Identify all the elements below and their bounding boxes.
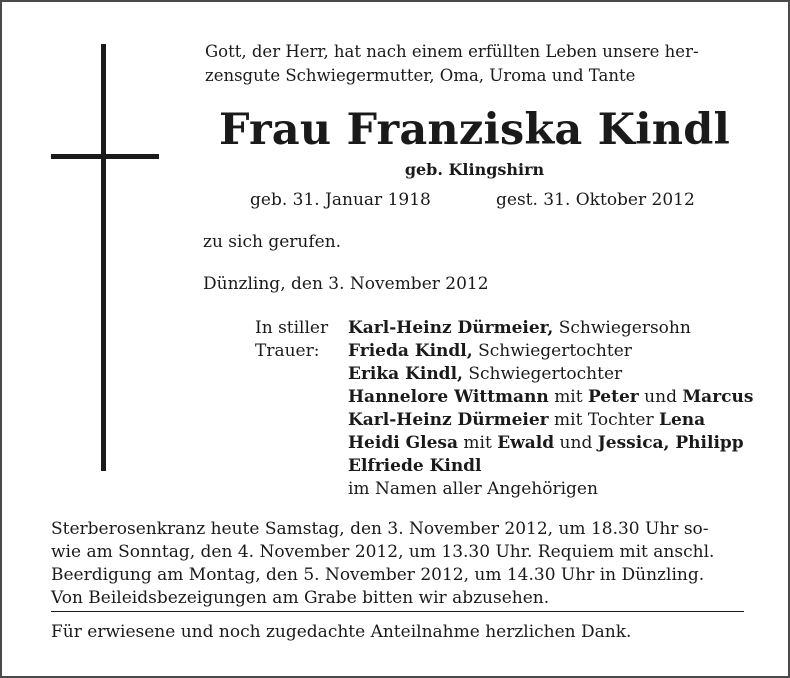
- mourner-name: Erika Kindl,: [348, 364, 463, 384]
- mourner-child: Marcus: [682, 387, 754, 407]
- mourner-name: Heidi Glesa: [348, 433, 458, 453]
- mourner-entry: [348, 409, 748, 432]
- mourning-label: [255, 317, 328, 363]
- cross-icon: [101, 44, 106, 471]
- mourner-name: Karl-Heinz Dürmeier,: [348, 318, 554, 338]
- divider: [51, 611, 744, 612]
- mourner-link: mit: [554, 387, 583, 407]
- deceased-name: Frau Franziska Kindl: [218, 105, 731, 155]
- mourner-relation: Schwiegersohn: [558, 318, 691, 338]
- thanks-text: Für erwiesene und noch zugedachte Anteilnahme herzlichen Dank.: [51, 622, 632, 642]
- mourner-relation: Schwiegertochter: [478, 341, 632, 361]
- mourner-entry: [348, 317, 748, 340]
- place-date: Dünzling, den 3. November 2012: [203, 274, 489, 294]
- mourner-entry: [348, 455, 748, 478]
- mourner-child: Jessica, Philipp: [597, 433, 744, 453]
- funeral-details: [51, 518, 751, 610]
- mourners-closing: im Namen aller Angehörigen: [348, 479, 598, 499]
- intro-line: zensgute Schwiegermutter, Oma, Uroma und Tante: [205, 66, 636, 85]
- mourner-entry: [348, 432, 748, 455]
- mourner-relation: Schwiegertochter: [468, 364, 623, 384]
- funeral-line: Sterberosenkranz heute Samstag, den 3. November 2012, um 18.30 Uhr so-: [51, 519, 709, 539]
- maiden-name: geb. Klingshirn: [404, 160, 545, 179]
- mourning-label-line: In stiller: [255, 318, 329, 338]
- mourner-entry: [348, 363, 748, 386]
- mourner-name: Elfriede Kindl: [348, 456, 482, 476]
- intro-line: Gott, der Herr, hat nach einem erfüllten Leben unsere her-: [205, 42, 699, 61]
- funeral-line: Beerdigung am Montag, den 5. November 2012, um 14.30 Uhr in Dünzling.: [51, 565, 705, 585]
- birth-date: geb. 31. Januar 1918: [250, 190, 431, 210]
- mourner-name: Karl-Heinz Dürmeier: [348, 410, 549, 430]
- funeral-line: wie am Sonntag, den 4. November 2012, um 13.30 Uhr. Requiem mit anschl.: [51, 542, 715, 562]
- funeral-line: Von Beileidsbezeigungen am Grabe bitten wir abzusehen.: [51, 588, 550, 608]
- intro-text: [205, 40, 750, 88]
- mourner-child: Lena: [658, 410, 706, 430]
- mourner-link: mit Tochter: [554, 410, 654, 430]
- mourners-list: [348, 317, 754, 501]
- mourner-name: Frieda Kindl,: [348, 341, 473, 361]
- cross-icon-bar: [51, 154, 159, 159]
- mourner-child: Ewald: [497, 433, 555, 453]
- mourner-link: und: [559, 433, 593, 453]
- mourner-entry: [348, 386, 754, 409]
- called-home-text: zu sich gerufen.: [203, 232, 342, 252]
- mourner-link: und: [644, 387, 677, 407]
- death-date: gest. 31. Oktober 2012: [496, 190, 695, 210]
- mourning-label-line: Trauer:: [255, 341, 320, 361]
- mourner-name: Hannelore Wittmann: [348, 387, 549, 407]
- mourner-link: mit: [463, 433, 492, 453]
- mourner-entry: [348, 340, 748, 363]
- mourner-child: Peter: [587, 387, 639, 407]
